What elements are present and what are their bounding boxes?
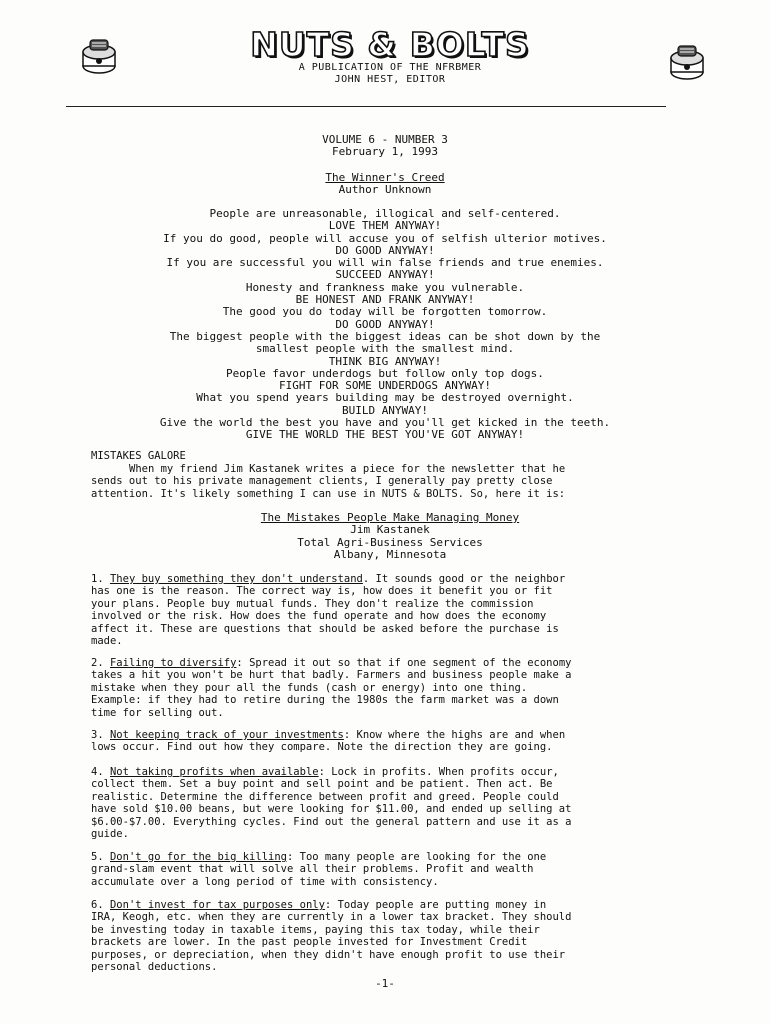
item-line: lows occur. Find out how they compare. Note the direction they are going. bbox=[91, 741, 553, 754]
creed-line: The good you do today will be forgotten tomorrow. bbox=[222, 305, 548, 319]
item-line: be investing today in taxable items, paying this tax today, while their bbox=[91, 923, 540, 936]
item-line: guide. bbox=[91, 828, 129, 841]
item-line: affect it. These are questions that should be asked before the purchase is bbox=[91, 622, 559, 635]
creed-line: LOVE THEM ANYWAY! bbox=[328, 219, 442, 233]
item-first-line: It sounds good or the neighbor bbox=[369, 573, 566, 585]
item-title: Not keeping track of your investments bbox=[109, 729, 344, 741]
article-title: The Mistakes People Make Managing Money bbox=[260, 511, 520, 524]
masthead-subtitle: A PUBLICATION OF THE NFRBMER bbox=[298, 62, 482, 73]
issue-info bbox=[60, 134, 710, 159]
item-first-line: Spread it out so that if one segment of the economy bbox=[242, 657, 572, 669]
item-line: $6.00-$7.00. Everything cycles. Find out the general pattern and use it as a bbox=[91, 815, 572, 828]
mistake-item bbox=[91, 657, 691, 719]
article-company: Total Agri-Business Services bbox=[297, 535, 483, 549]
nuts-bolts-logo-icon bbox=[664, 42, 710, 82]
creed-line: smallest people with the smallest mind. bbox=[255, 342, 515, 356]
item-number: 3. bbox=[91, 729, 104, 741]
issue-volume: VOLUME 6 - NUMBER 3 bbox=[322, 133, 448, 146]
item-title: Failing to diversify bbox=[109, 657, 237, 669]
item-line: your plans. People buy mutual funds. They don't realize the commission bbox=[91, 597, 534, 610]
creed-line: If you do good, people will accuse you of selfish ulterior motives. bbox=[163, 231, 607, 245]
item-line: time for selling out. bbox=[91, 706, 224, 719]
article-heading bbox=[80, 512, 700, 561]
item-number: 6. bbox=[91, 899, 104, 911]
item-sep: : bbox=[287, 851, 294, 863]
item-number: 1. bbox=[91, 573, 104, 585]
item-sep: : bbox=[318, 766, 325, 778]
item-line: mistake when they pour all the funds (cash or energy) into one thing. bbox=[91, 681, 528, 694]
masthead-title: NUTS & BOLTS bbox=[250, 25, 530, 64]
item-first-line: Lock in profits. When profits occur, bbox=[324, 766, 559, 778]
item-sep: : bbox=[343, 729, 351, 741]
item-line: made. bbox=[91, 635, 123, 648]
item-line: realistic. Determine the difference between profit and greed. People could bbox=[91, 790, 559, 803]
masthead bbox=[200, 25, 580, 86]
item-first-line: Too many people are looking for the one bbox=[293, 851, 547, 863]
creed-title: The Winner's Creed bbox=[325, 171, 445, 184]
mistake-item bbox=[91, 729, 691, 754]
item-title: Don't go for the big killing bbox=[109, 851, 287, 863]
creed-line: What you spend years building may be destroyed overnight. bbox=[196, 391, 574, 405]
creed-line: BE HONEST AND FRANK ANYWAY! bbox=[295, 293, 475, 307]
creed-body bbox=[60, 208, 710, 442]
item-number: 2. bbox=[91, 657, 104, 669]
creed-line: People favor underdogs but follow only top dogs. bbox=[226, 366, 544, 380]
creed-line: DO GOOD ANYWAY! bbox=[335, 243, 435, 257]
item-sep: : bbox=[236, 657, 243, 669]
item-line: has one is the reason. The correct way is, how does it benefit you or fit bbox=[91, 585, 553, 598]
header-divider bbox=[66, 106, 666, 107]
mistake-item bbox=[91, 899, 691, 973]
mistake-item bbox=[91, 573, 691, 647]
creed-line: DO GOOD ANYWAY! bbox=[335, 317, 435, 331]
creed-line: GIVE THE WORLD THE BEST YOU'VE GOT ANYWAY! bbox=[245, 428, 525, 442]
creed-line: People are unreasonable, illogical and self-centered. bbox=[209, 207, 561, 220]
creed-line: If you are successful you will win false friends and true enemies. bbox=[166, 256, 604, 270]
item-line: personal deductions. bbox=[91, 961, 218, 974]
mistake-item bbox=[91, 851, 691, 888]
creed-line: Honesty and frankness make you vulnerable. bbox=[245, 280, 525, 294]
creed-line: Give the world the best you have and you'll get kicked in the teeth. bbox=[159, 416, 611, 430]
item-line: brackets are lower. In the past people invested for Investment Credit bbox=[91, 936, 528, 949]
creed-author: Author Unknown bbox=[338, 183, 432, 197]
article-location: Albany, Minnesota bbox=[333, 547, 447, 561]
article-author: Jim Kastanek bbox=[350, 523, 430, 537]
intro-line: sends out to his private management clients, I generally pay pretty close bbox=[91, 475, 553, 487]
item-number: 5. bbox=[91, 851, 104, 863]
item-number: 4. bbox=[91, 766, 104, 778]
item-line: have sold $10.00 beans, but were looking for $11.00, and ended up selling at bbox=[91, 803, 572, 816]
masthead-editor: JOHN HEST, EDITOR bbox=[334, 74, 446, 85]
item-line: involved or the risk. How does the fund operate and how does the economy bbox=[91, 610, 547, 623]
nuts-bolts-logo-icon bbox=[76, 36, 122, 76]
item-line: grand-slam event that will solve all their problems. Profit and wealth bbox=[91, 863, 534, 876]
item-first-line: Today people are putting money in bbox=[331, 899, 547, 911]
item-title: Not taking profits when available bbox=[109, 766, 319, 778]
item-title: Don't invest for tax purposes only bbox=[109, 899, 325, 911]
issue-date: February 1, 1993 bbox=[332, 145, 438, 159]
creed-heading bbox=[60, 172, 710, 197]
item-line: collect them. Set a buy point and sell point and be patient. Then act. Be bbox=[91, 778, 553, 791]
intro-line: When my friend Jim Kastanek writes a piece for the newsletter that he bbox=[129, 462, 566, 475]
section-heading: MISTAKES GALORE bbox=[91, 450, 186, 462]
item-line: IRA, Keogh, etc. when they are currently in a lower tax bracket. They should bbox=[91, 911, 572, 924]
item-title: They buy something they don't understand bbox=[109, 573, 363, 585]
creed-line: SUCCEED ANYWAY! bbox=[335, 268, 435, 282]
mistakes-galore-section bbox=[91, 450, 691, 500]
item-line: accumulate over a long period of time with consistency. bbox=[91, 875, 439, 888]
item-sep: : bbox=[324, 899, 332, 911]
item-line: takes a hit you won't be hurt that badly. Farmers and business people make a bbox=[91, 669, 572, 682]
item-line: Example: if they had to retire during the 1980s the farm market was a down bbox=[91, 694, 559, 707]
creed-line: THINK BIG ANYWAY! bbox=[328, 354, 442, 368]
mistake-item bbox=[91, 766, 691, 840]
item-first-line: Know where the highs are and when bbox=[350, 729, 566, 741]
intro-line: attention. It's likely something I can use in NUTS & BOLTS. So, here it is: bbox=[91, 487, 566, 500]
creed-line: BUILD ANYWAY! bbox=[341, 403, 429, 417]
item-line: purposes, or depreciation, when they didn't have enough profit to use their bbox=[91, 948, 566, 961]
creed-line: The biggest people with the biggest ideas can be shot down by the bbox=[169, 329, 601, 343]
creed-line: FIGHT FOR SOME UNDERDOGS ANYWAY! bbox=[279, 379, 491, 393]
item-sep: . bbox=[362, 573, 370, 585]
page-number: -1- bbox=[375, 977, 395, 990]
